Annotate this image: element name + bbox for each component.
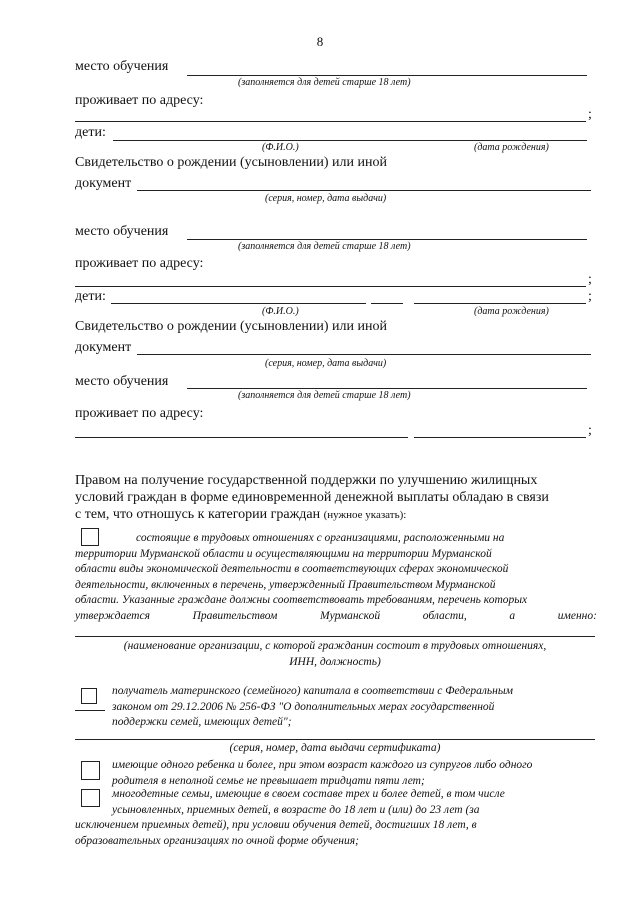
eligibility-paragraph (75, 472, 597, 524)
certificate-label-2: Свидетельство о рождении (усыновлении) или иной (75, 319, 387, 334)
address-label: проживает по адресу: (75, 93, 204, 108)
eligibility-line-2: условий граждан в форме единовременной денежной выплаты обладаю в связи (75, 490, 549, 505)
org-name-caption-2: ИНН, должность) (289, 655, 381, 668)
study-place-line-3[interactable] (187, 388, 587, 389)
maternity-checkbox-underline (75, 710, 105, 711)
one-child-checkbox[interactable] (81, 761, 100, 780)
address-line-3a[interactable] (75, 437, 408, 438)
one-child-line-1: имеющие одного ребенка и более, при этом возраст каждого из супругов либо одного (112, 759, 533, 771)
large-family-line-2: усыновленных, приемных детей, в возрасте до 18 лет и (или) до 23 лет (за (112, 803, 480, 816)
employment-line-6: утверждается Правительством Мурманской области, а именно: (75, 609, 597, 622)
maternity-line-2: законом от 29.12.2006 № 256-ФЗ "О дополнительных мерах государственной (112, 700, 495, 713)
eligibility-line-3: с тем, что отношусь к категории граждан (нужное указать): (75, 507, 407, 522)
children-line[interactable] (113, 140, 587, 141)
certificate-label: Свидетельство о рождении (усыновлении) или иной (75, 155, 387, 170)
maternity-line-1: получатель материнского (семейного) капитала в соответствии с Федеральным (112, 685, 513, 697)
study-place-caption-3: (заполняется для детей старше 18 лет) (238, 390, 411, 401)
document-caption: (серия, номер, дата выдачи) (265, 193, 387, 204)
fio-caption-2: (Ф.И.О.) (262, 306, 299, 317)
address-semicolon: ; (588, 107, 592, 122)
org-name-caption (75, 639, 595, 670)
eligibility-line-1: Правом на получение государственной поддержки по улучшению жилищных (75, 473, 538, 488)
study-place-label-2: место обучения (75, 224, 169, 239)
address-semicolon-3: ; (588, 423, 592, 438)
one-child-line-2: родителя в неполной семье не превышает тридцати пяти лет; (112, 774, 425, 787)
fio-caption: (Ф.И.О.) (262, 142, 299, 153)
certificate-series-caption: (серия, номер, дата выдачи сертификата) (229, 742, 441, 754)
org-name-caption-1: (наименование организации, с которой гражданин состоит в трудовых отношениях, (123, 640, 547, 652)
document-label: документ (75, 176, 132, 191)
maternity-line-3: поддержки семей, имеющих детей"; (112, 716, 292, 728)
study-place-label: место обучения (75, 59, 169, 74)
study-place-caption: (заполняется для детей старше 18 лет) (238, 77, 411, 88)
employment-line-5: области. Указанные граждане должны соответствовать требованиям, перечень которых (75, 594, 528, 606)
study-place-label-3: место обучения (75, 374, 169, 389)
address-line[interactable] (75, 121, 586, 122)
employment-text (75, 531, 597, 624)
children-label: дети: (75, 125, 106, 140)
employment-line-3: области виды экономической деятельности в соответствующих сферах экономической (75, 563, 509, 575)
children-date-line-2[interactable] (414, 303, 586, 304)
address-semicolon-2: ; (588, 272, 592, 287)
employment-line-1: состоящие в трудовых отношениях с организациями, расположенными на (136, 532, 505, 544)
children-semicolon-2: ; (588, 289, 592, 304)
address-label-2: проживает по адресу: (75, 256, 204, 271)
address-line-2[interactable] (75, 286, 586, 287)
address-line-3b[interactable] (414, 437, 586, 438)
employment-line-4: деятельности, включенных в перечень, утвержденный Правительством Мурманской (75, 578, 496, 591)
study-place-line[interactable] (187, 75, 587, 76)
birthdate-caption-2: (дата рождения) (474, 306, 549, 317)
large-family-line-1: многодетные семьи, имеющие в своем составе трех и более детей, в том числе (112, 788, 505, 800)
document-line-2[interactable] (137, 354, 591, 355)
document-line[interactable] (137, 190, 591, 191)
study-place-caption-2: (заполняется для детей старше 18 лет) (238, 241, 411, 252)
employment-line-2: территории Мурманской области и осуществляющими на территории Мурманской (75, 547, 492, 560)
maternity-checkbox[interactable] (81, 688, 97, 704)
org-name-line[interactable] (75, 636, 595, 637)
address-label-3: проживает по адресу: (75, 406, 204, 421)
large-family-line-3: исключением приемных детей), при условии обучения детей, достигших 18 лет, в (75, 819, 477, 831)
study-place-line-2[interactable] (187, 239, 587, 240)
large-family-text (75, 787, 597, 849)
document-label-2: документ (75, 340, 132, 355)
birthdate-caption: (дата рождения) (474, 142, 549, 153)
large-family-line-4: образовательных организациях по очной форме обучения; (75, 834, 359, 847)
eligibility-note: (нужное указать): (323, 509, 407, 521)
certificate-series-line[interactable] (75, 739, 595, 740)
children-mid-line-2[interactable] (371, 303, 403, 304)
maternity-text (112, 684, 598, 731)
page-number: 8 (316, 34, 324, 49)
children-label-2: дети: (75, 289, 106, 304)
children-name-line-2[interactable] (111, 303, 366, 304)
one-child-text (112, 758, 598, 789)
document-caption-2: (серия, номер, дата выдачи) (265, 358, 387, 369)
